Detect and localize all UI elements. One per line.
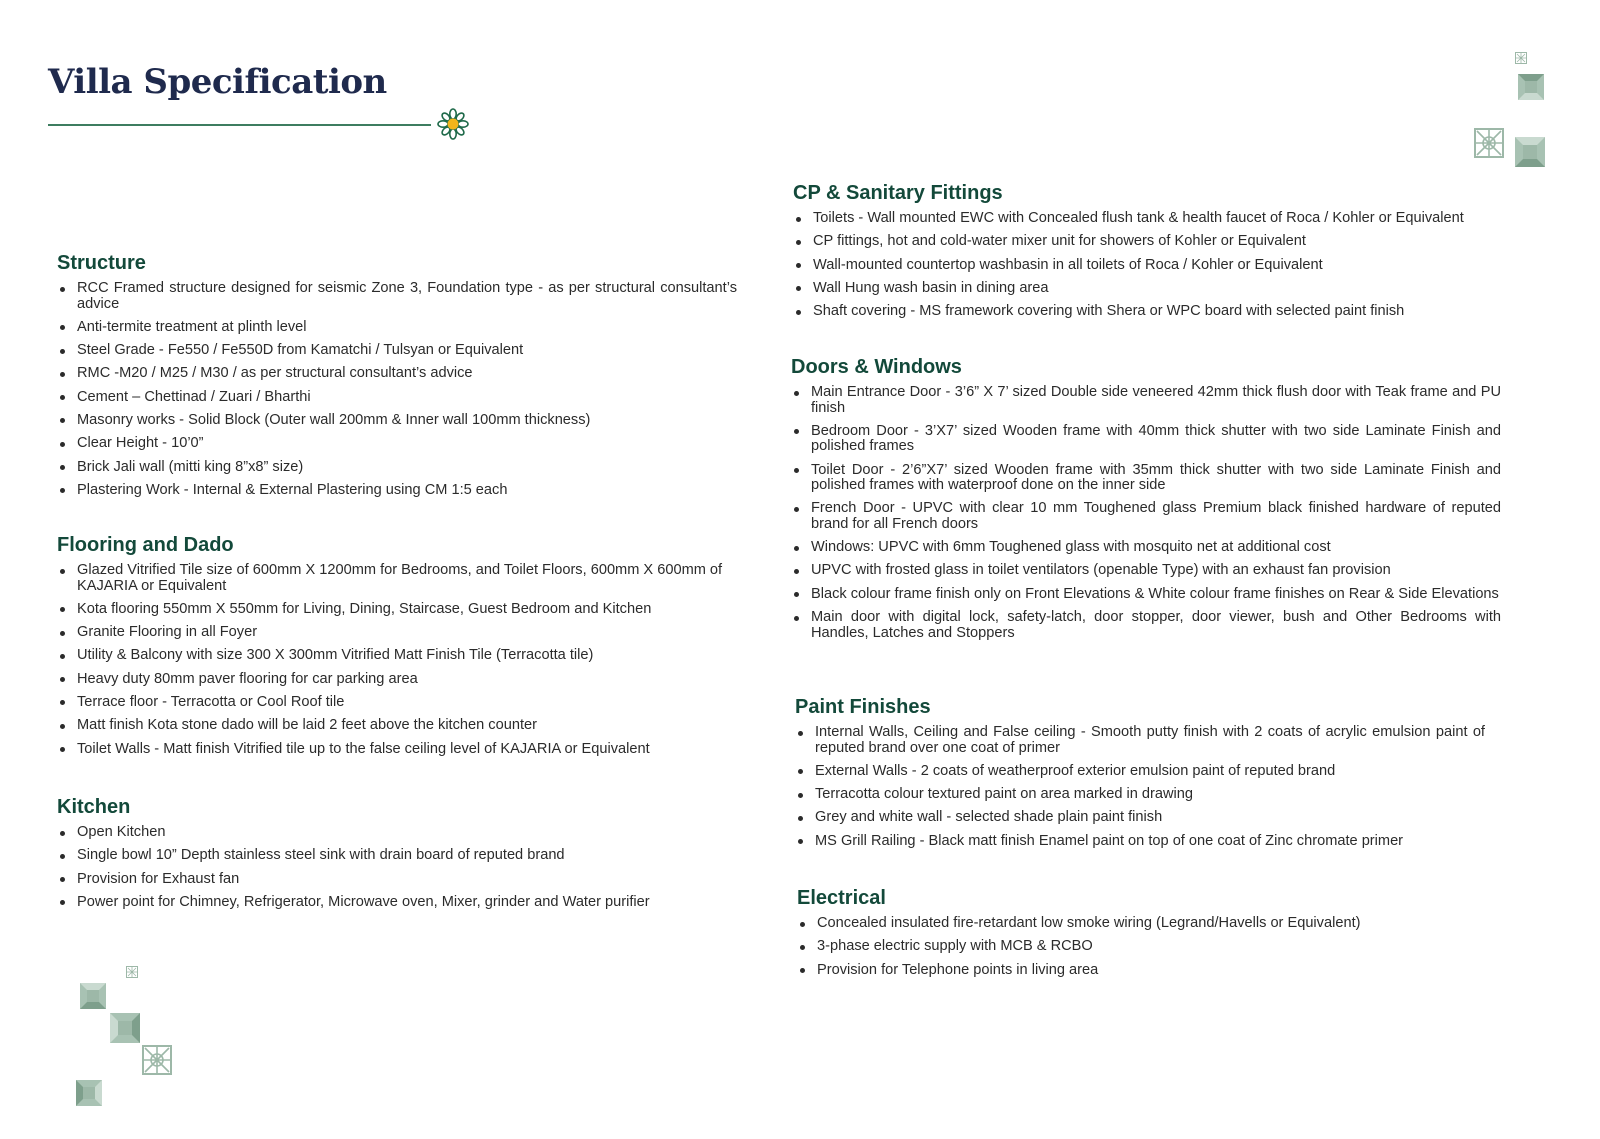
spec-list [57,281,737,498]
bullet-icon [794,507,799,512]
list-item: Main Entrance Door - 3’6” X 7’ sized Double side veneered 42mm thick flush door with Teak frame and PU finish [791,385,1501,416]
decorative-tile-icon [80,983,106,1009]
list-item: Steel Grade - Fe550 / Fe550D from Kamatchi / Tulsyan or Equivalent [57,343,737,359]
list-item: Clear Height - 10’0” [57,436,737,452]
list-item: Plastering Work - Internal & External Plastering using CM 1:5 each [57,483,737,499]
bullet-icon [796,240,801,245]
bullet-icon [60,654,65,659]
bullet-icon [794,592,799,597]
list-item: External Walls - 2 coats of weatherproof exterior emulsion paint of reputed brand [795,764,1485,780]
bullet-icon [60,900,65,905]
bullet-icon [60,569,65,574]
spec-list [797,916,1487,978]
bullet-icon [798,816,803,821]
bullet-icon [796,286,801,291]
bullet-icon [60,349,65,354]
list-item: Matt finish Kota stone dado will be laid 2 feet above the kitchen counter [57,718,747,734]
list-item: Terrace floor - Terracotta or Cool Roof tile [57,695,747,711]
decorative-tile-icon [76,1080,102,1106]
list-item: Toilet Walls - Matt finish Vitrified tile up to the false ceiling level of KAJARIA or Equivalent [57,742,747,758]
section-flooring [57,534,747,765]
section-structure [57,252,737,506]
list-item: Wall Hung wash basin in dining area [793,281,1503,297]
list-item: French Door - UPVC with clear 10 mm Toughened glass Premium black finished hardware of reputed brand for all French doors [791,501,1501,532]
bullet-icon [800,968,805,973]
list-item: Provision for Exhaust fan [57,872,737,888]
section-kitchen [57,796,737,918]
list-item: Grey and white wall - selected shade plain paint finish [795,810,1485,826]
list-item: CP fittings, hot and cold-water mixer unit for showers of Kohler or Equivalent [793,234,1503,250]
bullet-icon [798,839,803,844]
list-item: Glazed Vitrified Tile size of 600mm X 1200mm for Bedrooms, and Toilet Floors, 600mm X 600mm of KAJARIA or Equivalent [57,563,747,594]
section-heading: Flooring and Dado [57,534,234,556]
bullet-icon [800,922,805,927]
list-item: Terracotta colour textured paint on area marked in drawing [795,787,1485,803]
bullet-icon [60,465,65,470]
list-item: Windows: UPVC with 6mm Toughened glass with mosquito net at additional cost [791,540,1501,556]
bullet-icon [794,429,799,434]
list-item: Main door with digital lock, safety-latch, door stopper, door viewer, bush and Other Bedrooms with Handles, Latches and Stoppers [791,610,1501,641]
bullet-icon [60,287,65,292]
bullet-icon [60,747,65,752]
list-item: Masonry works - Solid Block (Outer wall 200mm & Inner wall 100mm thickness) [57,413,737,429]
list-item: RMC -M20 / M25 / M30 / as per structural consultant’s advice [57,366,737,382]
decorative-tile-icon [1518,74,1544,100]
bullet-icon [60,418,65,423]
list-item: Brick Jali wall (mitti king 8”x8” size) [57,460,737,476]
decorative-tile-icon [126,966,138,978]
bullet-icon [796,217,801,222]
bullet-icon [60,631,65,636]
bullet-icon [796,310,801,315]
decorative-tile-icon [1515,52,1527,64]
flower-icon [435,106,471,142]
decorative-tile-icon [110,1013,140,1043]
list-item: Granite Flooring in all Foyer [57,625,747,641]
list-item: Shaft covering - MS framework covering with Shera or WPC board with selected paint finish [793,304,1503,320]
bullet-icon [794,391,799,396]
list-item: Internal Walls, Ceiling and False ceiling - Smooth putty finish with 2 coats of acrylic emulsion paint of reputed brand over one coat of primer [795,725,1485,756]
spec-list [791,385,1501,641]
bullet-icon [794,616,799,621]
bullet-icon [794,546,799,551]
decorative-tile-icon [1474,128,1504,158]
bullet-icon [60,372,65,377]
section-cp-sanitary [793,182,1503,327]
bullet-icon [60,325,65,330]
bullet-icon [60,607,65,612]
list-item: Single bowl 10” Depth stainless steel sink with drain board of reputed brand [57,848,737,864]
list-item: Concealed insulated fire-retardant low smoke wiring (Legrand/Havells or Equivalent) [797,916,1487,932]
spec-list [57,563,747,757]
section-electrical [797,887,1487,986]
section-doors-windows [791,356,1501,649]
list-item: Utility & Balcony with size 300 X 300mm Vitrified Matt Finish Tile (Terracotta tile) [57,648,747,664]
list-item: Cement – Chettinad / Zuari / Bharthi [57,390,737,406]
list-item: Anti-termite treatment at plinth level [57,320,737,336]
bullet-icon [794,569,799,574]
section-heading: Paint Finishes [795,696,931,718]
list-item: Heavy duty 80mm paver flooring for car parking area [57,672,747,688]
bullet-icon [796,263,801,268]
section-paint-finishes [795,696,1485,857]
section-heading: Kitchen [57,796,131,818]
bullet-icon [60,724,65,729]
section-heading: Electrical [797,887,886,909]
bullet-icon [800,945,805,950]
spec-list [795,725,1485,849]
bullet-icon [798,769,803,774]
list-item: MS Grill Railing - Black matt finish Enamel paint on top of one coat of Zinc chromate primer [795,834,1485,850]
bullet-icon [60,677,65,682]
spec-list [57,825,737,910]
bullet-icon [798,731,803,736]
list-item: Kota flooring 550mm X 550mm for Living, Dining, Staircase, Guest Bedroom and Kitchen [57,602,747,618]
list-item: UPVC with frosted glass in toilet ventilators (openable Type) with an exhaust fan provision [791,563,1501,579]
section-heading: Structure [57,252,146,274]
list-item: Wall-mounted countertop washbasin in all toilets of Roca / Kohler or Equivalent [793,258,1503,274]
list-item: Bedroom Door - 3’X7’ sized Wooden frame with 40mm thick shutter with two side Laminate Finish and polished frames [791,424,1501,455]
bullet-icon [60,854,65,859]
decorative-tile-icon [142,1045,172,1075]
list-item: Toilet Door - 2’6”X7’ sized Wooden frame with 35mm thick shutter with two side Laminate Finish and polished frames with waterproof done on the inner side [791,463,1501,494]
bullet-icon [60,442,65,447]
list-item: Provision for Telephone points in living area [797,963,1487,979]
bullet-icon [60,395,65,400]
page-title: Villa Specification [48,62,387,102]
title-underline [48,124,431,126]
decorative-tile-icon [1515,137,1545,167]
list-item: RCC Framed structure designed for seismic Zone 3, Foundation type - as per structural consultant’s advice [57,281,737,312]
bullet-icon [60,831,65,836]
section-heading: CP & Sanitary Fittings [793,182,1003,204]
bullet-icon [60,488,65,493]
section-heading: Doors & Windows [791,356,962,378]
bullet-icon [798,793,803,798]
spec-list [793,211,1503,320]
list-item: Black colour frame finish only on Front Elevations & White colour frame finishes on Rear & Side Elevations [791,587,1501,603]
list-item: Open Kitchen [57,825,737,841]
list-item: Power point for Chimney, Refrigerator, Microwave oven, Mixer, grinder and Water purifier [57,895,737,911]
list-item: Toilets - Wall mounted EWC with Concealed flush tank & health faucet of Roca / Kohler or Equivalent [793,211,1503,227]
bullet-icon [60,700,65,705]
bullet-icon [794,468,799,473]
bullet-icon [60,877,65,882]
list-item: 3-phase electric supply with MCB & RCBO [797,939,1487,955]
